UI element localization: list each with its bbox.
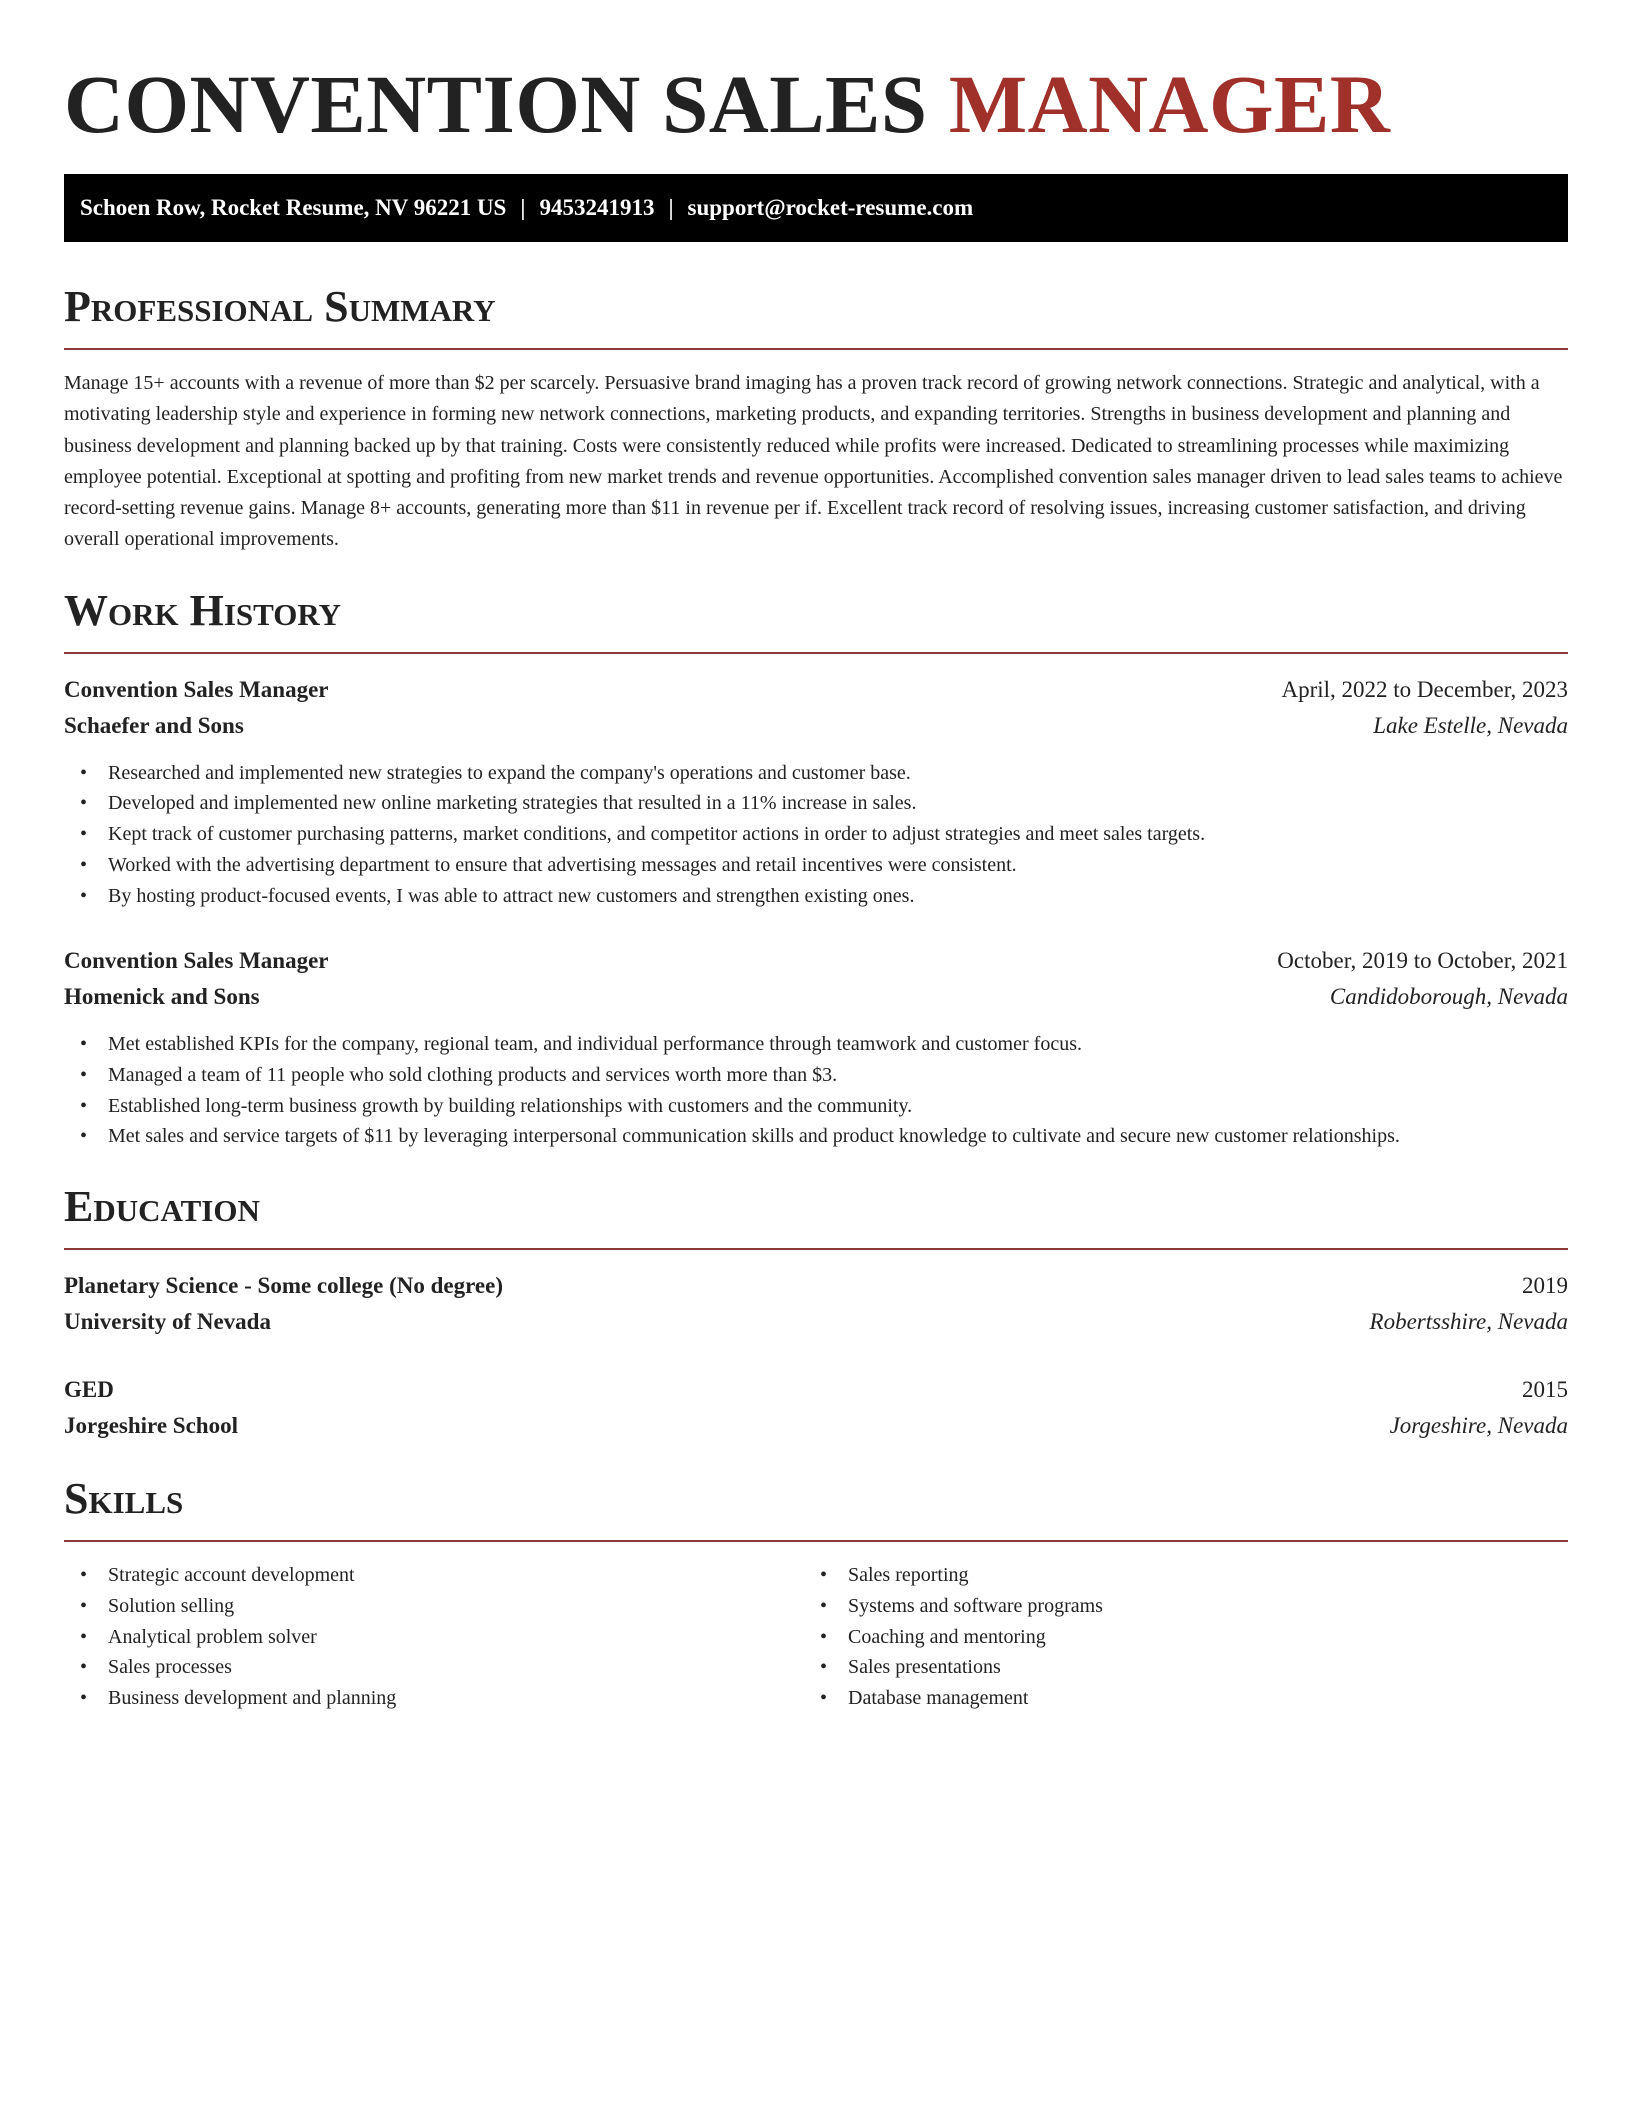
summary-heading: Professional Summary: [64, 282, 496, 331]
list-item: • Kept track of customer purchasing patterns, market conditions, and competitor actions in order to adjust strategies and meet sales targets.: [64, 819, 1568, 850]
skill-item: • Solution selling: [64, 1591, 804, 1622]
job-bullets: [64, 1029, 1568, 1152]
title-part-1: CONVENTION SALES: [64, 58, 928, 150]
education-school-row: [64, 1408, 1568, 1444]
job-position: Convention Sales Manager: [64, 948, 329, 974]
skill-item: • Strategic account development: [64, 1560, 804, 1591]
list-item: • Developed and implemented new online marketing strategies that resulted in a 11% increase in sales.: [64, 788, 1568, 819]
education-school: University of Nevada: [64, 1309, 271, 1335]
skill-item: • Sales presentations: [804, 1652, 1544, 1683]
education-entry: [64, 1268, 1568, 1340]
list-item: • Met established KPIs for the company, regional team, and individual performance through teamwork and customer focus.: [64, 1029, 1568, 1060]
section-divider: [64, 652, 1568, 654]
skill-item: • Business development and planning: [64, 1683, 804, 1714]
education-location: Robertsshire, Nevada: [1369, 1309, 1568, 1335]
skill-item: • Analytical problem solver: [64, 1622, 804, 1653]
job-dates: October, 2019 to October, 2021: [1277, 948, 1568, 974]
job-header-row: [64, 943, 1568, 979]
education-entry: [64, 1372, 1568, 1444]
list-item: • By hosting product-focused events, I was able to attract new customers and strengthen existing ones.: [64, 881, 1568, 912]
education-header-row: [64, 1372, 1568, 1408]
skills-column-right: [804, 1560, 1544, 1714]
job-company: Homenick and Sons: [64, 984, 260, 1010]
list-item: • Established long-term business growth by building relationships with customers and the community.: [64, 1091, 1568, 1122]
job-dates: April, 2022 to December, 2023: [1281, 676, 1568, 702]
job-company-row: [64, 708, 1568, 744]
skills-column-left: [64, 1560, 804, 1714]
education-year: 2019: [1522, 1273, 1568, 1299]
job-company: Schaefer and Sons: [64, 712, 244, 738]
job-entry: [64, 672, 1568, 912]
education-location: Jorgeshire, Nevada: [1389, 1413, 1568, 1439]
job-bullets: [64, 758, 1568, 912]
skill-item: • Database management: [804, 1683, 1544, 1714]
education-year: 2015: [1522, 1377, 1568, 1403]
skill-item: • Sales reporting: [804, 1560, 1544, 1591]
skills-list: [64, 1560, 804, 1714]
education-header-row: [64, 1268, 1568, 1304]
title-part-2-accent: MANAGER: [948, 58, 1391, 150]
section-divider: [64, 1248, 1568, 1250]
work-history-section: [64, 586, 1568, 1152]
contact-phone: 9453241913: [539, 195, 655, 220]
summary-text: Manage 15+ accounts with a revenue of more than $2 per scarcely. Persuasive brand imaging has a proven track record of growing network connections. Strategic and analytical, with a motivating leadership style and experience in forming new network connections, marketing products, and expanding territories. Strengths in business development and planning and business development and planning backed up by that training. Costs were consistently reduced while profits were increased. Dedicated to streamlining processes while maximizing employee potential. Exceptional at spotting and profiting from new market trends and revenue opportunities. Accomplished convention sales manager driven to lead sales teams to achieve record-setting revenue gains. Manage 8+ accounts, generating more than $11 in revenue per if. Excellent track record of resolving issues, increasing customer satisfaction, and driving overall operational improvements.: [64, 372, 1563, 551]
work-history-heading: Work History: [64, 585, 342, 635]
job-header-row: [64, 672, 1568, 708]
job-location: Lake Estelle, Nevada: [1373, 712, 1568, 738]
contact-bar: [64, 174, 1568, 242]
education-heading: Education: [64, 1182, 260, 1232]
summary-section: [64, 282, 1568, 556]
list-item: • Researched and implemented new strategies to expand the company's operations and customer base.: [64, 758, 1568, 789]
job-entry: [64, 943, 1568, 1152]
skills-section: [64, 1474, 1568, 1714]
skills-heading: Skills: [64, 1474, 184, 1524]
contact-separator: |: [520, 195, 526, 220]
job-location: Candidoborough, Nevada: [1329, 984, 1568, 1010]
skill-item: • Coaching and mentoring: [804, 1622, 1544, 1653]
section-divider: [64, 1540, 1568, 1542]
candidate-title: [64, 56, 1568, 152]
job-company-row: [64, 979, 1568, 1015]
list-item: • Met sales and service targets of $11 by leveraging interpersonal communication skills and product knowledge to cultivate and secure new customer relationships.: [64, 1121, 1568, 1152]
education-degree: GED: [64, 1377, 114, 1403]
skills-list: [804, 1560, 1544, 1714]
contact-email[interactable]: support@rocket-resume.com: [687, 195, 974, 220]
job-position: Convention Sales Manager: [64, 676, 329, 702]
list-item: • Worked with the advertising department to ensure that advertising messages and retail incentives were consistent.: [64, 850, 1568, 881]
list-item: • Managed a team of 11 people who sold clothing products and services worth more than $3.: [64, 1060, 1568, 1091]
education-school: Jorgeshire School: [64, 1413, 238, 1439]
education-school-row: [64, 1304, 1568, 1340]
education-degree: Planetary Science - Some college (No degree): [64, 1273, 503, 1299]
contact-separator: |: [668, 195, 674, 220]
skills-grid: [64, 1560, 1568, 1714]
section-divider: [64, 348, 1568, 350]
skill-item: • Systems and software programs: [804, 1591, 1544, 1622]
contact-address: Schoen Row, Rocket Resume, NV 96221 US: [80, 195, 507, 220]
education-section: [64, 1182, 1568, 1444]
skill-item: • Sales processes: [64, 1652, 804, 1683]
